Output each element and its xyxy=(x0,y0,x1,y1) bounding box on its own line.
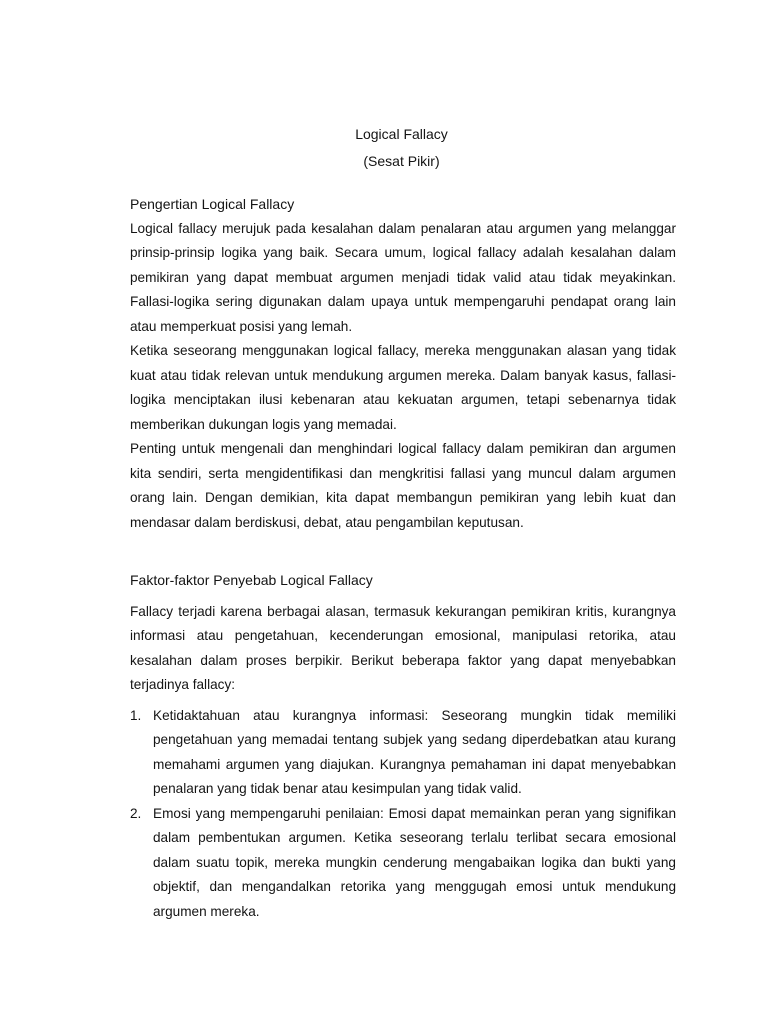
paragraph: Logical fallacy merujuk pada kesalahan dalam penalaran atau argumen yang melanggar prinsip-prinsip logika yang baik. Secara umum, logical fallacy adalah kesalahan dalam pemikiran yang dapat membuat argumen menjadi tidak valid atau tidak meyakinkan. Fallasi-logika sering digunakan dalam upaya untuk mempengaruhi pendapat orang lain atau memperkuat posisi yang lemah. xyxy=(130,220,676,334)
list-item-text: Ketidaktahuan atau kurangnya informasi: Seseorang mungkin tidak memiliki pengetahuan yang memadai tentang subjek yang sedang diperdebatkan atau kurang memahami argumen yang diajukan. Kurangnya pemahaman ini dapat menyebabkan penalaran yang tidak benar atau kesimpulan yang tidak valid. xyxy=(153,707,676,796)
section-heading-faktor: Faktor-faktor Penyebab Logical Fallacy xyxy=(130,572,373,588)
list-item xyxy=(130,704,676,802)
document-title: Logical Fallacy xyxy=(355,126,448,142)
list-number: 2. xyxy=(130,805,142,821)
title-block xyxy=(0,121,768,175)
document-subtitle: (Sesat Pikir) xyxy=(363,153,440,169)
document-body xyxy=(130,192,676,924)
section-heading-pengertian: Pengertian Logical Fallacy xyxy=(130,196,295,212)
list-item xyxy=(130,802,676,925)
list-number: 1. xyxy=(130,707,142,723)
list-item-text: Emosi yang mempengaruhi penilaian: Emosi dapat memainkan peran yang signifikan dalam pembentukan argumen. Ketika seseorang terlalu terlibat secara emosional dalam suatu topik, mereka mungkin cenderung mengabaikan logika dan bukti yang objektif, dan mengandalkan retorika yang menggugah emosi untuk mendukung argumen mereka. xyxy=(153,805,676,919)
factor-list xyxy=(130,704,676,925)
paragraph: Penting untuk mengenali dan menghindari logical fallacy dalam pemikiran dan argumen kita sendiri, serta mengidentifikasi dan mengkritisi fallasi yang muncul dalam argumen orang lain. Dengan demikian, kita dapat membangun pemikiran yang lebih kuat dan mendasar dalam berdiskusi, debat, atau pengambilan keputusan. xyxy=(130,441,676,530)
paragraph: Ketika seseorang menggunakan logical fallacy, mereka menggunakan alasan yang tidak kuat atau tidak relevan untuk mendukung argumen mereka. Dalam banyak kasus, fallasi-logika menciptakan ilusi kebenaran atau kekuatan argumen, tetapi sebenarnya tidak memberikan dukungan logis yang memadai. xyxy=(130,343,676,432)
paragraph-intro: Fallacy terjadi karena berbagai alasan, termasuk kekurangan pemikiran kritis, kurangnya informasi atau pengetahuan, kecenderungan emosional, manipulasi retorika, atau kesalahan dalam proses berpikir. Berikut beberapa faktor yang dapat menyebabkan terjadinya fallacy: xyxy=(130,603,676,692)
